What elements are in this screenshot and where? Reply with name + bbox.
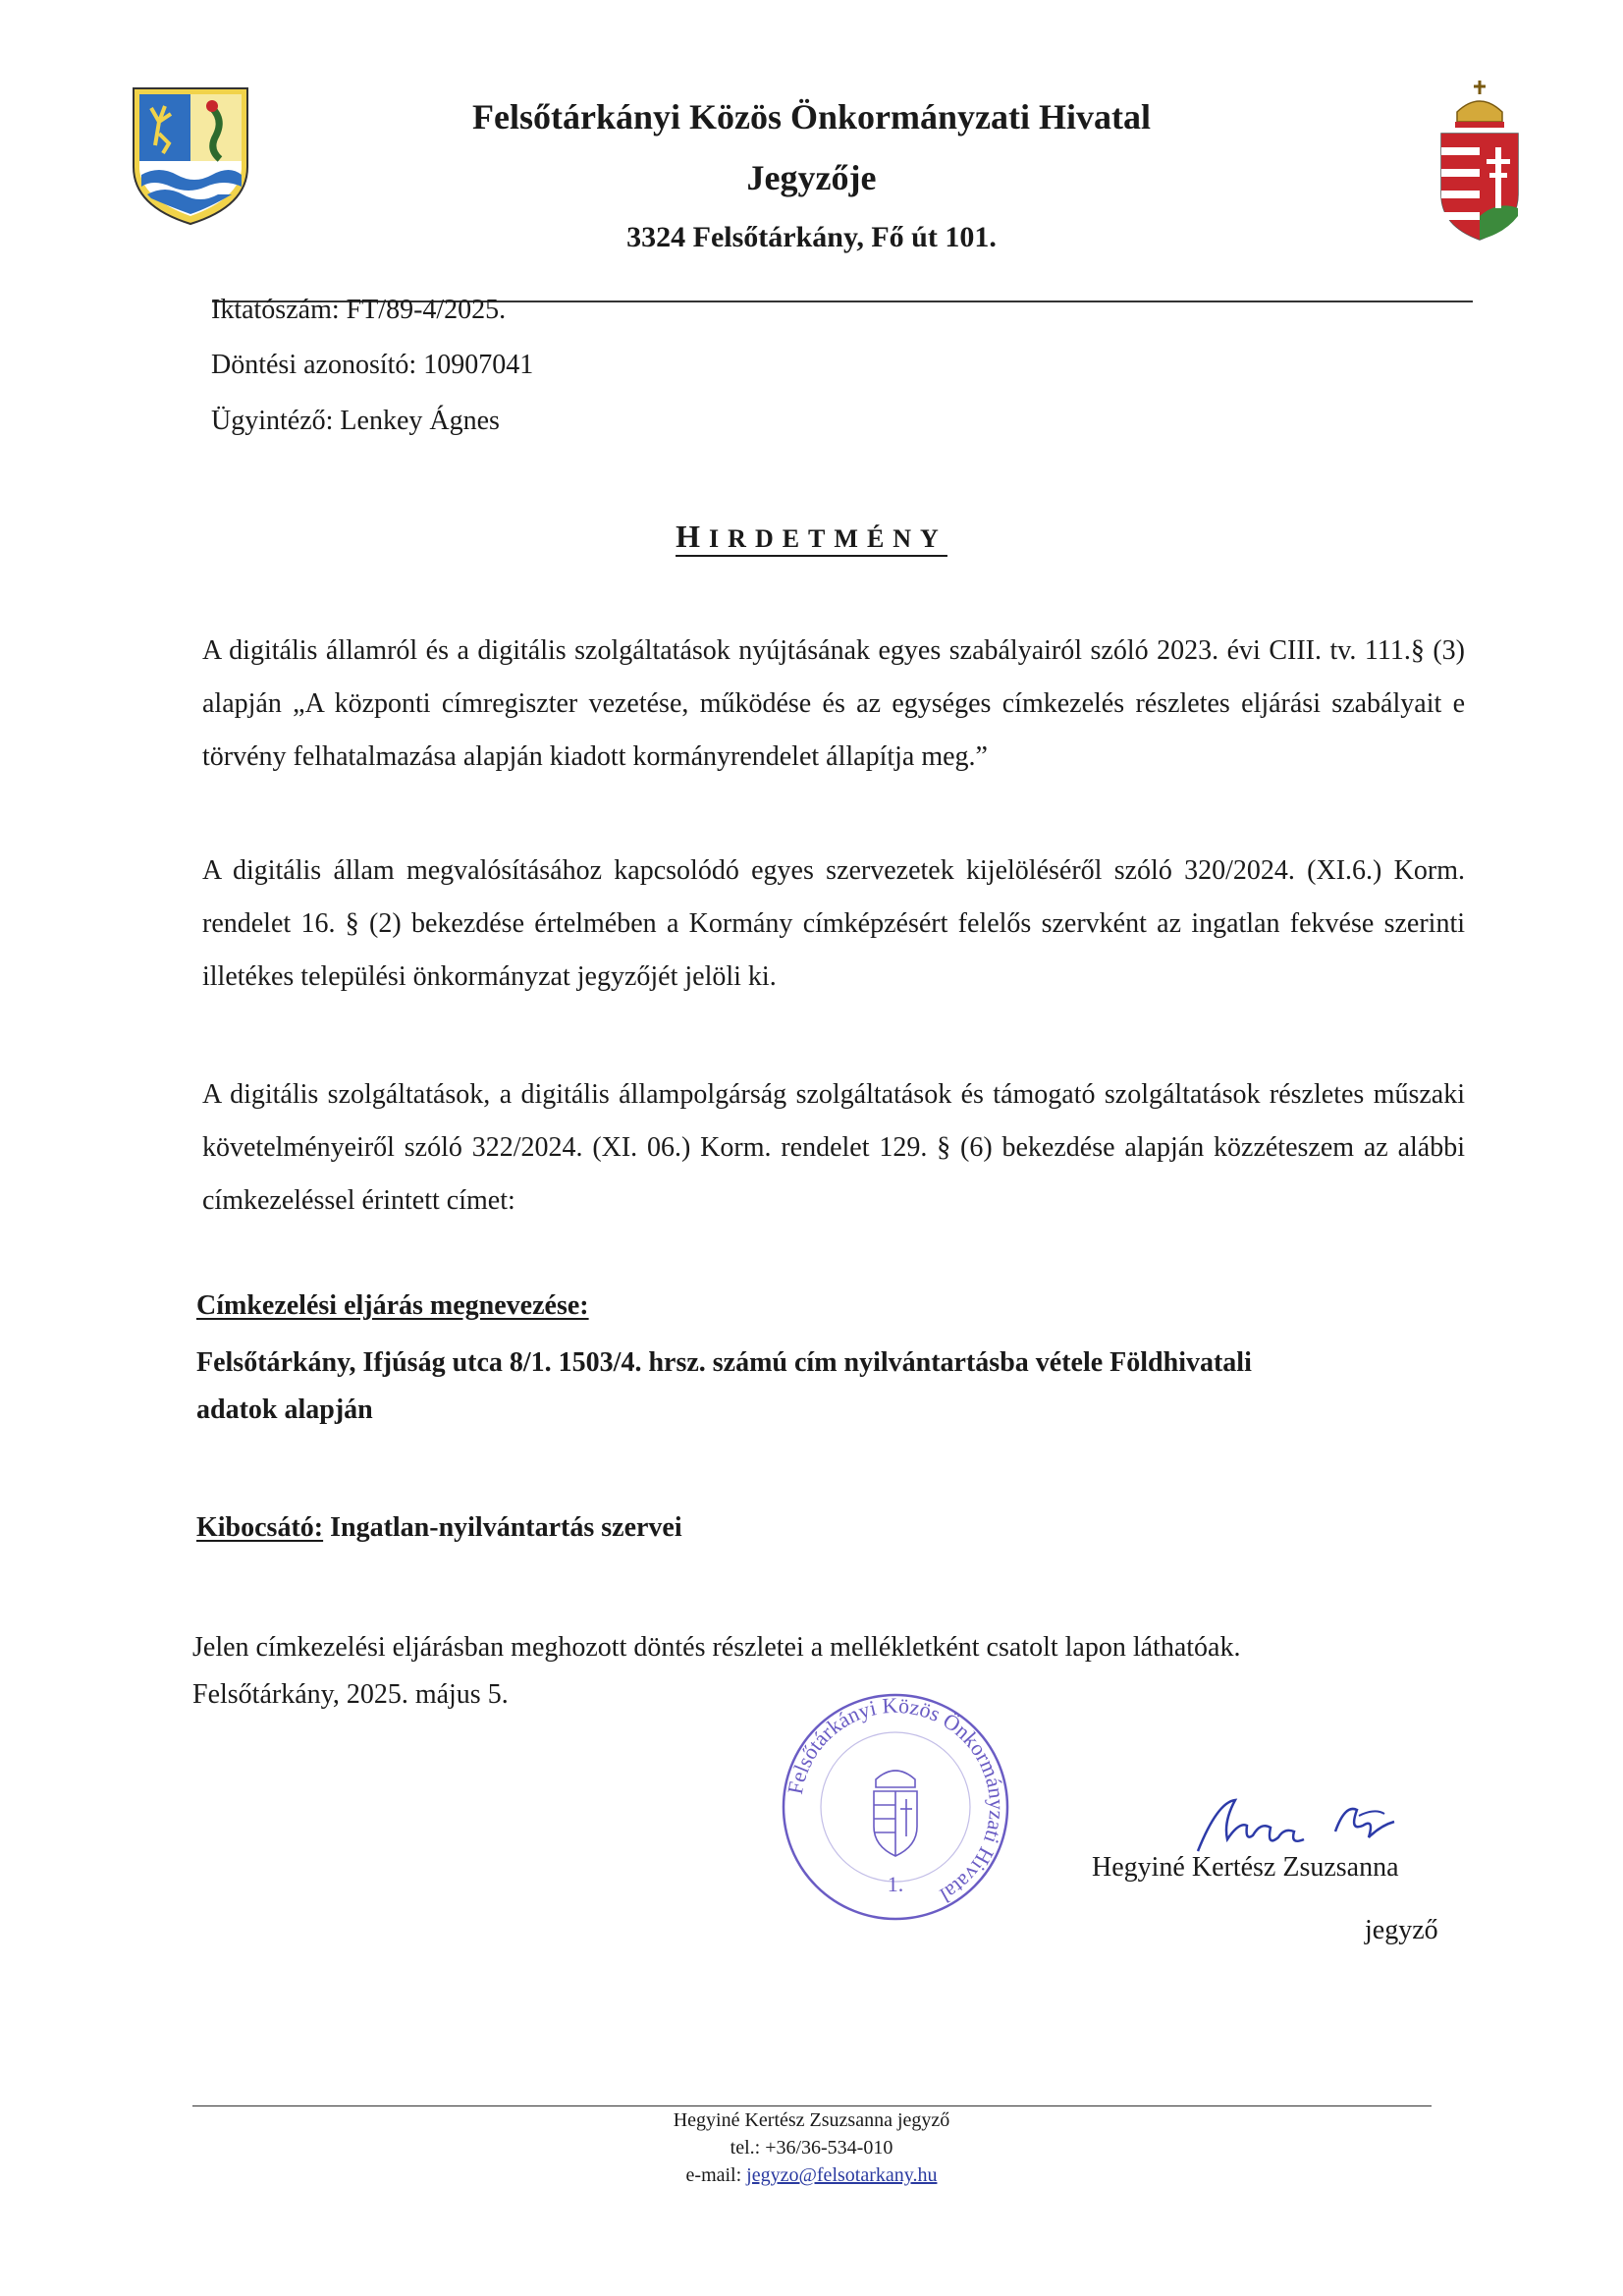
case-officer: Ügyintéző: Lenkey Ágnes (211, 406, 500, 436)
paragraph-legal-basis-3: A digitális szolgáltatások, a digitális állampolgárság szolgáltatások és támogató szolgáltatások részletes műszaki követelményeiről szóló 322/2024. (XI. 06.) Korm. rendelet 129. § (6) bekezdése alapján közzéteszem az alábbi címkezeléssel érintett címet: (202, 1079, 1465, 1216)
signatory-name: Hegyiné Kertész Zsuzsanna (1092, 1852, 1399, 1883)
signatory-role: jegyző (1365, 1915, 1438, 1945)
footer-phone: tel.: +36/36-534-010 (730, 2137, 893, 2159)
office-subtitle: Jegyzője (746, 158, 877, 197)
footer-email-link[interactable]: jegyzo@felsotarkany.hu (746, 2164, 938, 2186)
official-stamp (778, 1689, 1013, 1925)
footer-email-line (0, 2164, 1623, 2187)
paragraph-legal-basis-1: A digitális államról és a digitális szolgáltatások nyújtásának egyes szabályairól szóló 2023. évi CIII. tv. 111.§ (3) alapján „A központi címregiszter vezetése, működése és az egységes címkezelés részletes eljárási szabályait e törvény felhatalmazása alapján kiadott kormányrendelet állapítja meg.” (202, 635, 1465, 772)
stamp-number: 1. (887, 1872, 904, 1896)
registration-number: Iktatószám: FT/89-4/2025. (211, 295, 507, 325)
issuer-value: Ingatlan-nyilvántartás szervei (323, 1512, 682, 1543)
decision-id: Döntési azonosító: 10907041 (211, 350, 534, 380)
procedure-line-2: adatok alapján (196, 1394, 373, 1425)
issuer-label: Kibocsátó: (196, 1512, 324, 1543)
issuer-line (196, 1512, 682, 1544)
footer-name: Hegyiné Kertész Zsuzsanna jegyző (673, 2109, 950, 2131)
office-title: Felsőtárkányi Közös Önkormányzati Hivatal (472, 97, 1151, 137)
paragraph-legal-basis-2: A digitális állam megvalósításához kapcsolódó egyes szervezetek kijelöléséről szóló 320/2024. (XI.6.) Korm. rendelet 16. § (2) bekezdése értelmében a Kormány címképzésért felelős szervként az ingatlan fekvése szerinti illetékes települési önkormányzat jegyzőjét jelöli ki. (202, 855, 1465, 992)
closing-date: Felsőtárkány, 2025. május 5. (192, 1679, 509, 1710)
footer-email-label: e-mail: (685, 2164, 747, 2186)
document-title: HIRDETMÉNY (676, 519, 947, 554)
stamp-text: Felsőtárkányi Közös Önkormányzati Hivatal (782, 1692, 1010, 1909)
procedure-heading: Címkezelési eljárás megnevezése: (196, 1290, 589, 1321)
footer-divider (192, 2105, 1432, 2106)
handwritten-signature (1188, 1792, 1414, 1861)
stamp-crest-icon (874, 1771, 917, 1856)
closing-sentence: Jelen címkezelési eljárásban meghozott döntés részletei a mellékletként csatolt lapon láthatóak. (192, 1632, 1241, 1663)
office-address: 3324 Felsőtárkány, Fő út 101. (626, 221, 997, 253)
procedure-line-1: Felsőtárkány, Ifjúság utca 8/1. 1503/4. hrsz. számú cím nyilvántartásba vétele Földhivatali (196, 1347, 1252, 1378)
